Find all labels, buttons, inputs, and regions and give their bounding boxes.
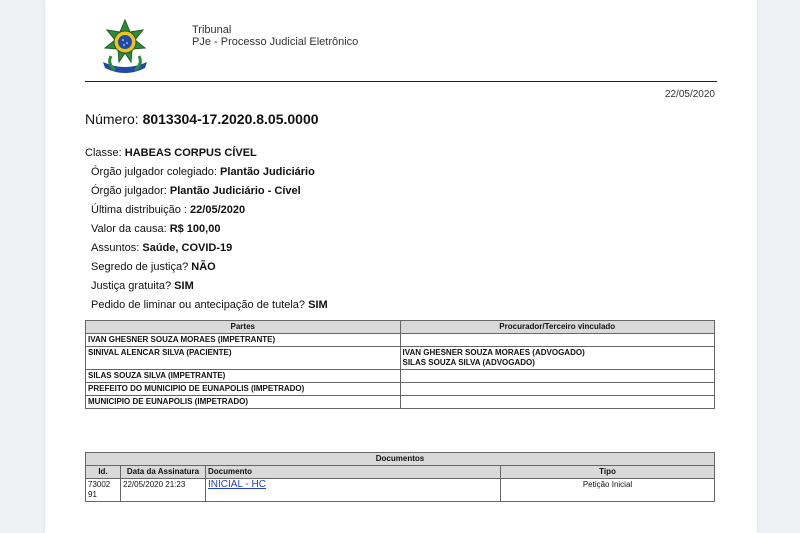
process-number-value: 8013304-17.2020.8.05.0000	[142, 111, 319, 127]
parties-table	[85, 320, 715, 409]
party-name: IVAN GHESNER SOUZA MORAES (IMPETRANTE)	[86, 334, 401, 347]
field-pedido-liminar: Pedido de liminar ou antecipação de tutela? SIM	[91, 299, 328, 311]
party-procurador: IVAN GHESNER SOUZA MORAES (ADVOGADO) SILAS SOUZA SILVA (ADVOGADO)	[400, 347, 715, 370]
parties-col-header: Partes	[86, 321, 401, 334]
field-orgao-julgador: Órgão julgador: Plantão Judiciário - Cível	[91, 185, 301, 197]
field-orgao-colegiado: Órgão julgador colegiado: Plantão Judiciário	[91, 166, 315, 178]
party-procurador	[400, 370, 715, 383]
doc-type: Petição Inicial	[501, 479, 715, 502]
organization-header	[192, 24, 358, 48]
party-name: MUNICIPIO DE EUNAPOLIS (IMPETRADO)	[86, 396, 401, 409]
doc-link-inicial[interactable]: INICIAL - HC	[208, 479, 266, 490]
party-procurador	[400, 383, 715, 396]
table-row	[86, 383, 715, 396]
party-name: PREFEITO DO MUNICIPIO DE EUNAPOLIS (IMPETRADO)	[86, 383, 401, 396]
procurador-col-header: Procurador/Terceiro vinculado	[400, 321, 715, 334]
table-row	[86, 370, 715, 383]
document-page	[45, 0, 757, 533]
doc-date-header: Data da Assinatura	[121, 466, 206, 479]
process-number	[85, 111, 319, 127]
header-divider	[85, 81, 717, 82]
process-fields	[85, 144, 328, 315]
party-procurador	[400, 396, 715, 409]
field-assuntos: Assuntos: Saúde, COVID-19	[91, 242, 233, 254]
brazil-coat-of-arms-icon	[97, 18, 153, 80]
field-justica-gratuita: Justiça gratuita? SIM	[91, 280, 194, 292]
documents-table	[85, 452, 715, 502]
doc-type-header: Tipo	[501, 466, 715, 479]
document-date: 22/05/2020	[664, 89, 715, 100]
doc-name-cell	[206, 479, 501, 502]
party-name: SINIVAL ALENCAR SILVA (PACIENTE)	[86, 347, 401, 370]
table-row	[86, 334, 715, 347]
party-name: SILAS SOUZA SILVA (IMPETRANTE)	[86, 370, 401, 383]
doc-date: 22/05/2020 21:23	[121, 479, 206, 502]
field-classe: Classe: HABEAS CORPUS CÍVEL	[85, 147, 257, 159]
doc-name-header: Documento	[206, 466, 501, 479]
party-procurador	[400, 334, 715, 347]
documents-title: Documentos	[86, 453, 715, 466]
parties-header-row	[86, 321, 715, 334]
system-name: PJe - Processo Judicial Eletrônico	[192, 36, 359, 48]
table-row	[86, 396, 715, 409]
field-valor-causa: Valor da causa: R$ 100,00	[91, 223, 221, 235]
doc-id-header: Id.	[86, 466, 121, 479]
field-segredo-justica: Segredo de justiça? NÃO	[91, 261, 216, 273]
doc-id: 73002 91	[86, 479, 121, 502]
process-number-label: Número:	[85, 111, 139, 127]
table-row	[86, 479, 715, 502]
field-ultima-distribuicao: Última distribuição : 22/05/2020	[91, 204, 246, 216]
documents-header-row	[86, 466, 715, 479]
org-name: Tribunal	[192, 24, 232, 36]
table-row	[86, 347, 715, 370]
documents-title-row	[86, 453, 715, 466]
